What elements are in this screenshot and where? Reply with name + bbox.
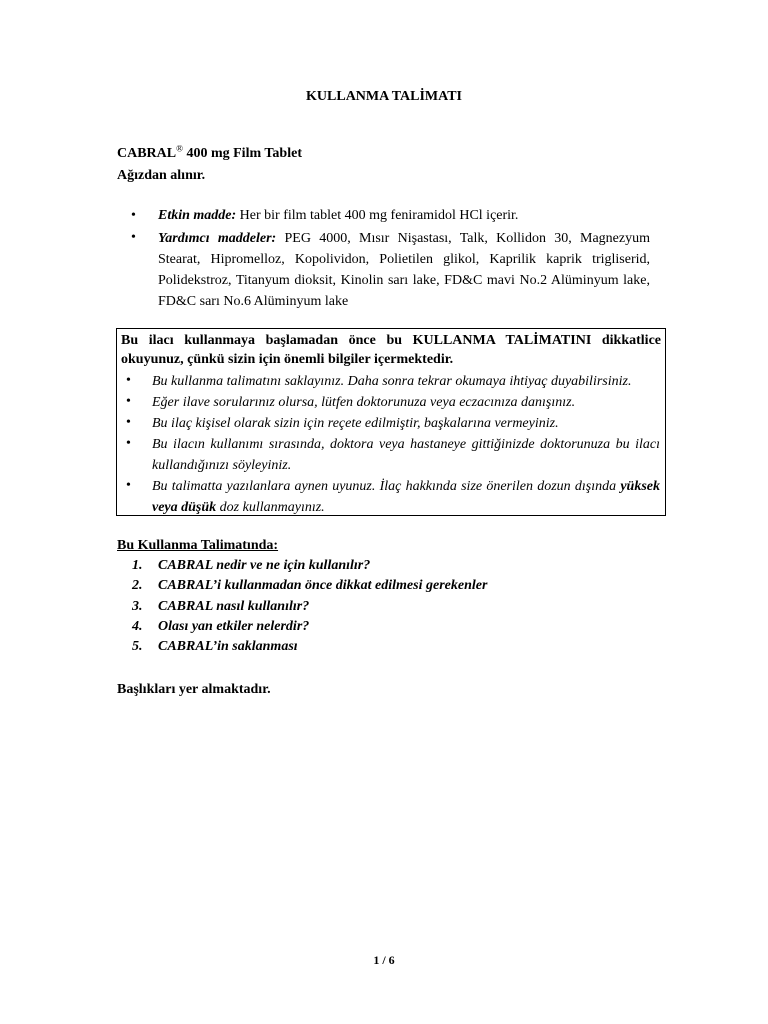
bullet-icon: • [126,373,131,388]
toc-text: CABRAL’in saklanması [158,639,298,654]
toc-text: CABRAL’i kullanmadan önce dikkat edilmesi gerekenler [158,578,488,593]
toc-number: 3. [132,599,143,614]
toc-number: 4. [132,619,143,634]
toc-text: CABRAL nedir ve ne için kullanılır? [158,558,371,573]
toc-text: Olası yan etkiler nelerdir? [158,619,310,634]
toc-title: Bu Kullanma Talimatında: [117,538,279,553]
bullet-icon: • [131,230,136,245]
toc-text: CABRAL nasıl kullanılır? [158,599,310,614]
warning-emphasis: yüksek veya düşük [152,479,660,515]
warning-item-text: Bu ilaç kişisel olarak sizin için reçete edilmiştir, başkalarına vermeyiniz. [152,416,559,431]
warning-text-before: Bu talimatta yazılanlara aynen uyunuz. İlaç hakkında size önerilen dozun dışında [152,479,621,494]
product-name-text: CABRAL [117,146,177,161]
trademark-symbol: ® [176,143,183,154]
document-title: KULLANMA TALİMATI [306,89,462,104]
bullet-icon: • [131,208,136,223]
product-name [117,144,302,164]
product-strength: 400 mg Film Tablet [182,146,302,161]
ingredient-label: Etkin madde: [158,208,237,223]
warning-item-text: Eğer ilave sorularınız olursa, lütfen doktorunuza veya eczacınıza danışınız. [152,395,576,410]
closing-text: Başlıkları yer almaktadır. [117,682,271,697]
toc-number: 2. [132,578,143,593]
administration-route: Ağızdan alınır. [117,168,206,183]
bullet-icon: • [126,436,131,451]
warning-text-after: doz kullanmayınız. [216,500,325,515]
warning-item-text: Bu kullanma talimatını saklayınız. Daha sonra tekrar okumaya ihtiyaç duyabilirsiniz. [152,374,632,389]
warning-item-text [152,476,660,518]
warning-heading: Bu ilacı kullanmaya başlamadan önce bu KULLANMA TALİMATINI dikkatlice okuyunuz, çünkü sizin için önemli bilgiler içermektedir. [121,333,661,367]
bullet-icon: • [126,478,131,493]
bullet-icon: • [126,394,131,409]
ingredient-text: PEG 4000, Mısır Nişastası, Talk, Kollidon 30, Magnezyum Stearat, Hipromelloz, Kopolividon, Polietilen glikol, Kaprilik kaprik trigliserid, Polidekstroz, Titanyum dioksit, Kinolin sarı lake, FD&C mavi No.2 Alüminyum lake, FD&C sarı No.6 Alüminyum lake [158,231,650,309]
warning-item-text: Bu ilacın kullanımı sırasında, doktora veya hastaneye gittiğinizde doktorunuza bu ilacı kullandığınızı söyleyiniz. [152,437,660,473]
toc-number: 5. [132,639,143,654]
ingredient-label: Yardımcı maddeler: [158,231,277,246]
ingredient-text: Her bir film tablet 400 mg feniramidol HCl içerir. [236,208,519,223]
toc-number: 1. [132,558,143,573]
page-number: 1 / 6 [373,953,395,967]
bullet-icon: • [126,415,131,430]
warning-box [116,328,666,516]
